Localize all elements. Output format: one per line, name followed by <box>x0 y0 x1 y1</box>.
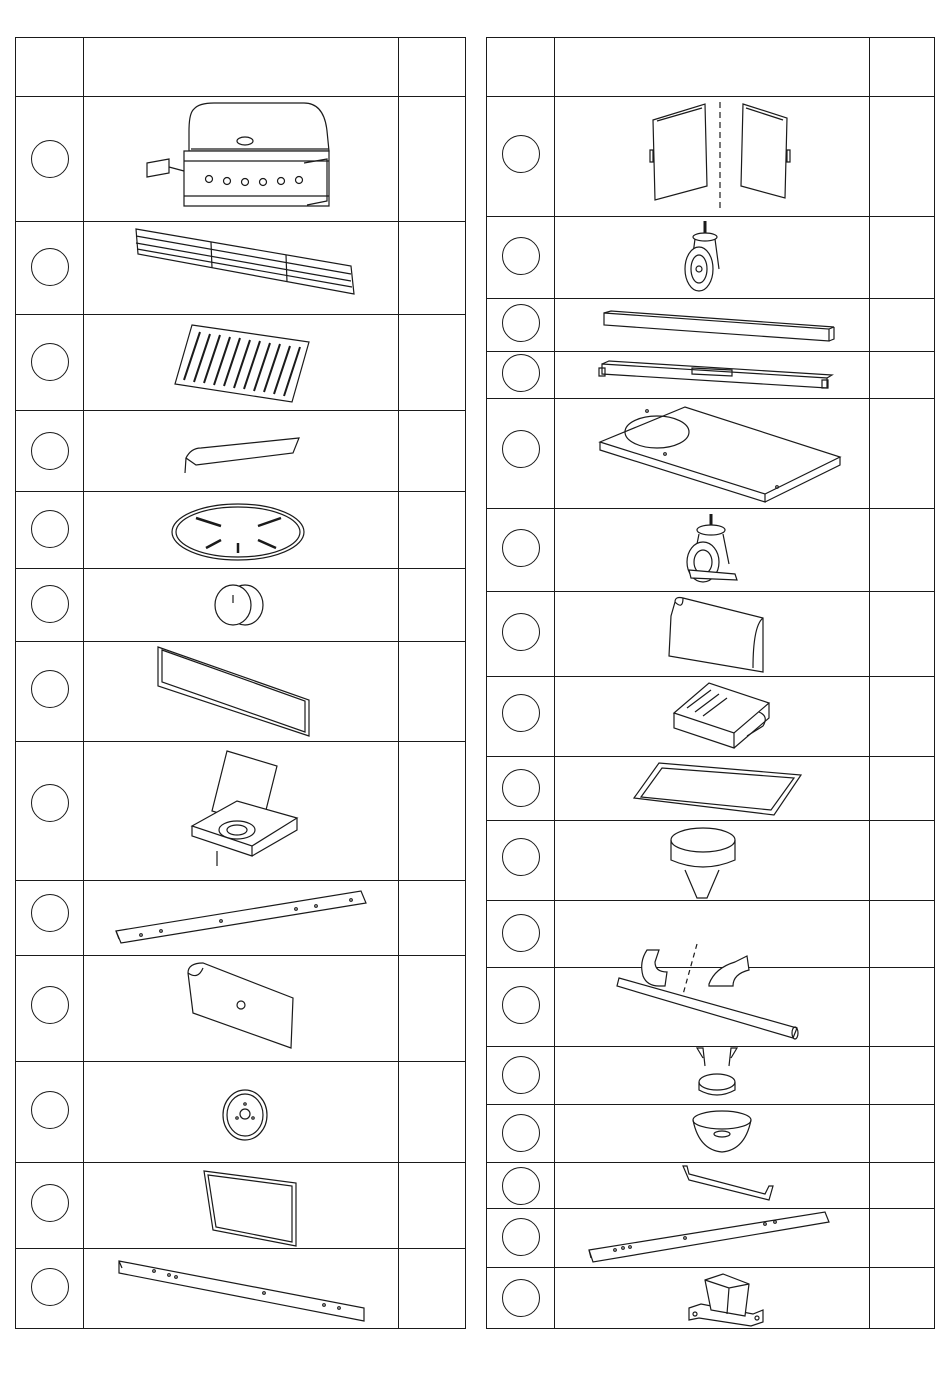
hanger-bracket-icon <box>677 1164 782 1206</box>
header-number-cell <box>487 38 554 96</box>
cup-holder-icon <box>691 1046 743 1104</box>
row-divider <box>487 216 934 217</box>
front-panel-frame-icon <box>154 644 314 740</box>
header-qty-cell <box>869 38 935 96</box>
part-number-circle <box>31 585 69 623</box>
row-divider <box>16 880 465 881</box>
part-number-circle <box>502 529 540 567</box>
part-number-circle <box>502 1114 540 1152</box>
door-panel-icon <box>663 596 773 674</box>
wok-ring-icon <box>166 498 311 568</box>
column-divider <box>869 38 870 1328</box>
bottom-shelf-icon <box>595 402 845 502</box>
caster-wheel-icon <box>677 219 737 295</box>
igniter-box-icon <box>683 1270 768 1328</box>
bottom-rail-icon <box>114 1253 374 1323</box>
row-divider <box>16 491 465 492</box>
part-number-circle <box>502 986 540 1024</box>
side-panel-icon <box>183 958 303 1058</box>
header-qty-cell <box>398 38 466 96</box>
row-divider <box>487 508 934 509</box>
part-number-circle <box>502 613 540 651</box>
row-divider <box>487 820 934 821</box>
back-panel-icon <box>201 1168 301 1248</box>
row-divider <box>487 1208 934 1209</box>
part-number-circle <box>502 1279 540 1317</box>
part-number-circle <box>502 354 540 392</box>
part-number-circle <box>502 430 540 468</box>
part-number-circle <box>31 670 69 708</box>
row-divider <box>16 1162 465 1163</box>
row-divider <box>16 1248 465 1249</box>
row-divider <box>487 1104 934 1105</box>
control-knob-icon <box>209 581 269 631</box>
row-divider <box>487 676 934 677</box>
header-part-cell <box>83 38 398 96</box>
row-divider <box>16 410 465 411</box>
gas-regulator-icon <box>663 826 743 900</box>
part-number-circle <box>31 432 69 470</box>
row-divider <box>487 591 934 592</box>
part-number-circle <box>502 1056 540 1094</box>
cabinet-doors-icon <box>647 100 792 212</box>
part-number-circle <box>502 135 540 173</box>
row-divider <box>16 955 465 956</box>
side-burner-icon <box>182 746 302 876</box>
part-number-circle <box>31 986 69 1024</box>
part-number-circle <box>31 140 69 178</box>
parts-table-right <box>486 37 935 1329</box>
row-divider <box>487 1162 934 1163</box>
grill-head-icon <box>139 101 339 216</box>
locking-caster-icon <box>675 512 745 588</box>
column-divider <box>83 38 84 1328</box>
burner-cap-icon <box>219 1086 271 1144</box>
part-number-circle <box>502 237 540 275</box>
part-number-circle <box>502 1167 540 1205</box>
row-divider <box>16 96 465 97</box>
header-part-cell <box>554 38 869 96</box>
part-number-circle <box>502 1218 540 1256</box>
column-divider <box>398 38 399 1328</box>
row-divider <box>487 298 934 299</box>
part-number-circle <box>502 914 540 952</box>
drip-tray-holder-icon <box>669 678 774 753</box>
part-number-circle <box>31 1268 69 1306</box>
front-rail-icon <box>585 1210 835 1265</box>
row-divider <box>487 96 934 97</box>
part-number-circle <box>31 1184 69 1222</box>
handle-bar-icon <box>615 970 810 1044</box>
row-divider <box>16 221 465 222</box>
header-number-cell <box>16 38 83 96</box>
part-number-circle <box>502 838 540 876</box>
part-number-circle <box>31 510 69 548</box>
row-divider <box>16 741 465 742</box>
warming-rack-icon <box>126 224 366 309</box>
grease-tray-icon <box>629 760 804 818</box>
column-divider <box>554 38 555 1328</box>
row-divider <box>487 1267 934 1268</box>
row-divider <box>487 351 934 352</box>
part-number-circle <box>31 784 69 822</box>
row-divider <box>16 314 465 315</box>
part-number-circle <box>502 694 540 732</box>
row-divider <box>16 568 465 569</box>
part-number-circle <box>31 1091 69 1129</box>
crossbar-icon <box>111 883 371 948</box>
row-divider <box>16 1061 465 1062</box>
cooking-grate-icon <box>172 320 312 408</box>
row-divider <box>487 756 934 757</box>
row-divider <box>16 641 465 642</box>
row-divider <box>487 900 934 901</box>
part-number-circle <box>31 248 69 286</box>
support-beam-icon <box>599 307 834 347</box>
part-number-circle <box>31 894 69 932</box>
part-number-circle <box>502 769 540 807</box>
row-divider <box>487 398 934 399</box>
rail-bracket-icon <box>597 356 837 394</box>
part-number-circle <box>502 304 540 342</box>
flame-tamer-icon <box>181 433 306 483</box>
part-number-circle <box>31 343 69 381</box>
parts-table-left <box>15 37 466 1329</box>
grease-cup-icon <box>691 1108 753 1158</box>
